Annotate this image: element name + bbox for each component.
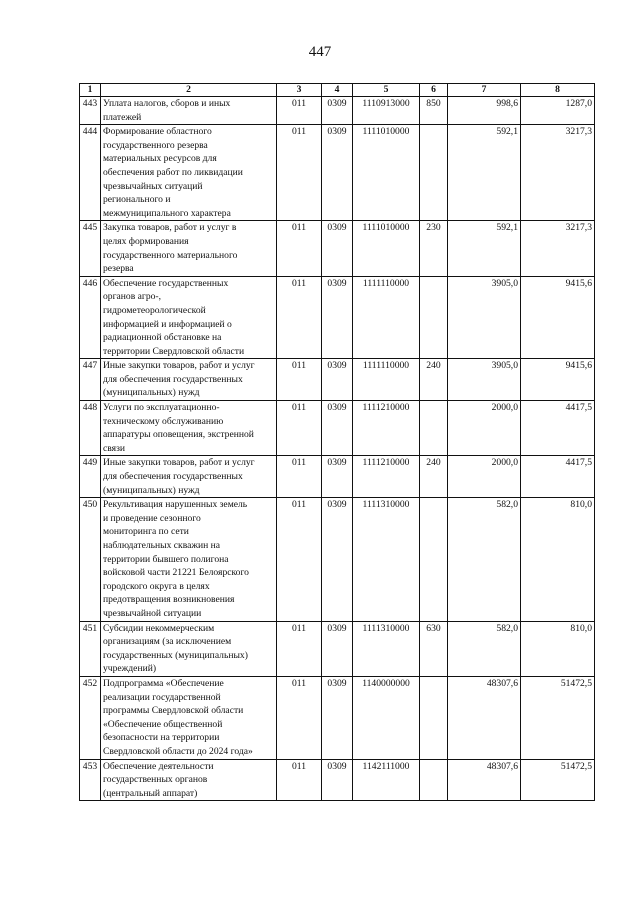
table-row [80, 97, 595, 125]
table-row [80, 759, 595, 801]
target-code: 1111210000 [353, 401, 420, 456]
row-number: 446 [80, 276, 101, 359]
expense-type-code [420, 401, 448, 456]
ministry-code: 011 [277, 676, 322, 759]
table-row [80, 498, 595, 621]
target-code: 1111210000 [353, 456, 420, 498]
header-col-7: 7 [448, 84, 521, 97]
row-name: Субсидии некоммерческим организациям (за исключением государственных (муниципальных) учреждений) [101, 621, 277, 676]
table-row [80, 276, 595, 359]
ministry-code: 011 [277, 359, 322, 401]
row-number: 449 [80, 456, 101, 498]
target-code: 1111110000 [353, 276, 420, 359]
section-code: 0309 [322, 359, 353, 401]
row-name: Рекультивация нарушенных земель и проведение сезонного мониторинга по сети наблюдательных скважин на территории бывшего полигона войсковой части 21221 Белоярского городского округа в целях предотвращения возникновения чрезвычайной ситуации [101, 498, 277, 621]
ministry-code: 011 [277, 621, 322, 676]
target-code: 1142111000 [353, 759, 420, 801]
header-col-1: 1 [80, 84, 101, 97]
header-col-5: 5 [353, 84, 420, 97]
section-code: 0309 [322, 401, 353, 456]
expense-type-code [420, 676, 448, 759]
header-col-3: 3 [277, 84, 322, 97]
section-code: 0309 [322, 125, 353, 221]
amount-col-7: 48307,6 [448, 676, 521, 759]
ministry-code: 011 [277, 498, 322, 621]
expense-type-code: 230 [420, 221, 448, 276]
ministry-code: 011 [277, 97, 322, 125]
amount-col-8: 3217,3 [521, 221, 595, 276]
row-name: Иные закупки товаров, работ и услуг для обеспечения государственных (муниципальных) нужд [101, 456, 277, 498]
target-code: 1140000000 [353, 676, 420, 759]
ministry-code: 011 [277, 456, 322, 498]
amount-col-8: 9415,6 [521, 276, 595, 359]
section-code: 0309 [322, 621, 353, 676]
amount-col-7: 2000,0 [448, 401, 521, 456]
target-code: 1111010000 [353, 125, 420, 221]
table-row [80, 456, 595, 498]
amount-col-7: 998,6 [448, 97, 521, 125]
ministry-code: 011 [277, 125, 322, 221]
ministry-code: 011 [277, 401, 322, 456]
header-row [80, 84, 595, 97]
row-number: 443 [80, 97, 101, 125]
amount-col-8: 9415,6 [521, 359, 595, 401]
ministry-code: 011 [277, 759, 322, 801]
amount-col-7: 592,1 [448, 221, 521, 276]
table-row [80, 125, 595, 221]
row-number: 451 [80, 621, 101, 676]
budget-table [79, 83, 595, 801]
amount-col-7: 582,0 [448, 498, 521, 621]
row-number: 452 [80, 676, 101, 759]
row-name: Услуги по эксплуатационно- техническому обслуживанию аппаратуры оповещения, экстренной связи [101, 401, 277, 456]
section-code: 0309 [322, 456, 353, 498]
ministry-code: 011 [277, 276, 322, 359]
amount-col-7: 48307,6 [448, 759, 521, 801]
target-code: 1111310000 [353, 498, 420, 621]
section-code: 0309 [322, 759, 353, 801]
amount-col-8: 810,0 [521, 621, 595, 676]
amount-col-7: 3905,0 [448, 276, 521, 359]
header-col-2: 2 [101, 84, 277, 97]
target-code: 1111010000 [353, 221, 420, 276]
table-row [80, 359, 595, 401]
header-col-6: 6 [420, 84, 448, 97]
header-col-4: 4 [322, 84, 353, 97]
row-number: 447 [80, 359, 101, 401]
amount-col-7: 592,1 [448, 125, 521, 221]
row-name: Формирование областного государственного резерва материальных ресурсов для обеспечения работ по ликвидации чрезвычайных ситуаций регионального и межмуниципального характера [101, 125, 277, 221]
expense-type-code: 240 [420, 456, 448, 498]
expense-type-code [420, 498, 448, 621]
expense-type-code: 240 [420, 359, 448, 401]
section-code: 0309 [322, 498, 353, 621]
amount-col-7: 2000,0 [448, 456, 521, 498]
table-row [80, 676, 595, 759]
row-name: Обеспечение деятельности государственных органов (центральный аппарат) [101, 759, 277, 801]
amount-col-8: 3217,3 [521, 125, 595, 221]
ministry-code: 011 [277, 221, 322, 276]
amount-col-8: 51472,5 [521, 759, 595, 801]
row-name: Иные закупки товаров, работ и услуг для обеспечения государственных (муниципальных) нужд [101, 359, 277, 401]
amount-col-8: 4417,5 [521, 401, 595, 456]
row-name: Уплата налогов, сборов и иных платежей [101, 97, 277, 125]
row-number: 444 [80, 125, 101, 221]
row-number: 453 [80, 759, 101, 801]
expense-type-code [420, 759, 448, 801]
target-code: 1111310000 [353, 621, 420, 676]
row-number: 445 [80, 221, 101, 276]
row-name: Обеспечение государственных органов агро-, гидрометеорологической информацией и информацией о радиационной обстановке на территории Свердловской области [101, 276, 277, 359]
target-code: 1110913000 [353, 97, 420, 125]
expense-type-code [420, 276, 448, 359]
expense-type-code: 850 [420, 97, 448, 125]
row-name: Закупка товаров, работ и услуг в целях формирования государственного материального резерва [101, 221, 277, 276]
table-row [80, 221, 595, 276]
amount-col-8: 51472,5 [521, 676, 595, 759]
section-code: 0309 [322, 276, 353, 359]
target-code: 1111110000 [353, 359, 420, 401]
amount-col-7: 3905,0 [448, 359, 521, 401]
section-code: 0309 [322, 97, 353, 125]
amount-col-8: 4417,5 [521, 456, 595, 498]
expense-type-code: 630 [420, 621, 448, 676]
row-name: Подпрограмма «Обеспечение реализации государственной программы Свердловской области «Обеспечение общественной безопасности на территории Свердловской области до 2024 года» [101, 676, 277, 759]
amount-col-8: 1287,0 [521, 97, 595, 125]
header-col-8: 8 [521, 84, 595, 97]
table-row [80, 401, 595, 456]
amount-col-7: 582,0 [448, 621, 521, 676]
row-number: 450 [80, 498, 101, 621]
table-row [80, 621, 595, 676]
expense-type-code [420, 125, 448, 221]
section-code: 0309 [322, 221, 353, 276]
row-number: 448 [80, 401, 101, 456]
amount-col-8: 810,0 [521, 498, 595, 621]
page-number: 447 [308, 44, 332, 60]
section-code: 0309 [322, 676, 353, 759]
